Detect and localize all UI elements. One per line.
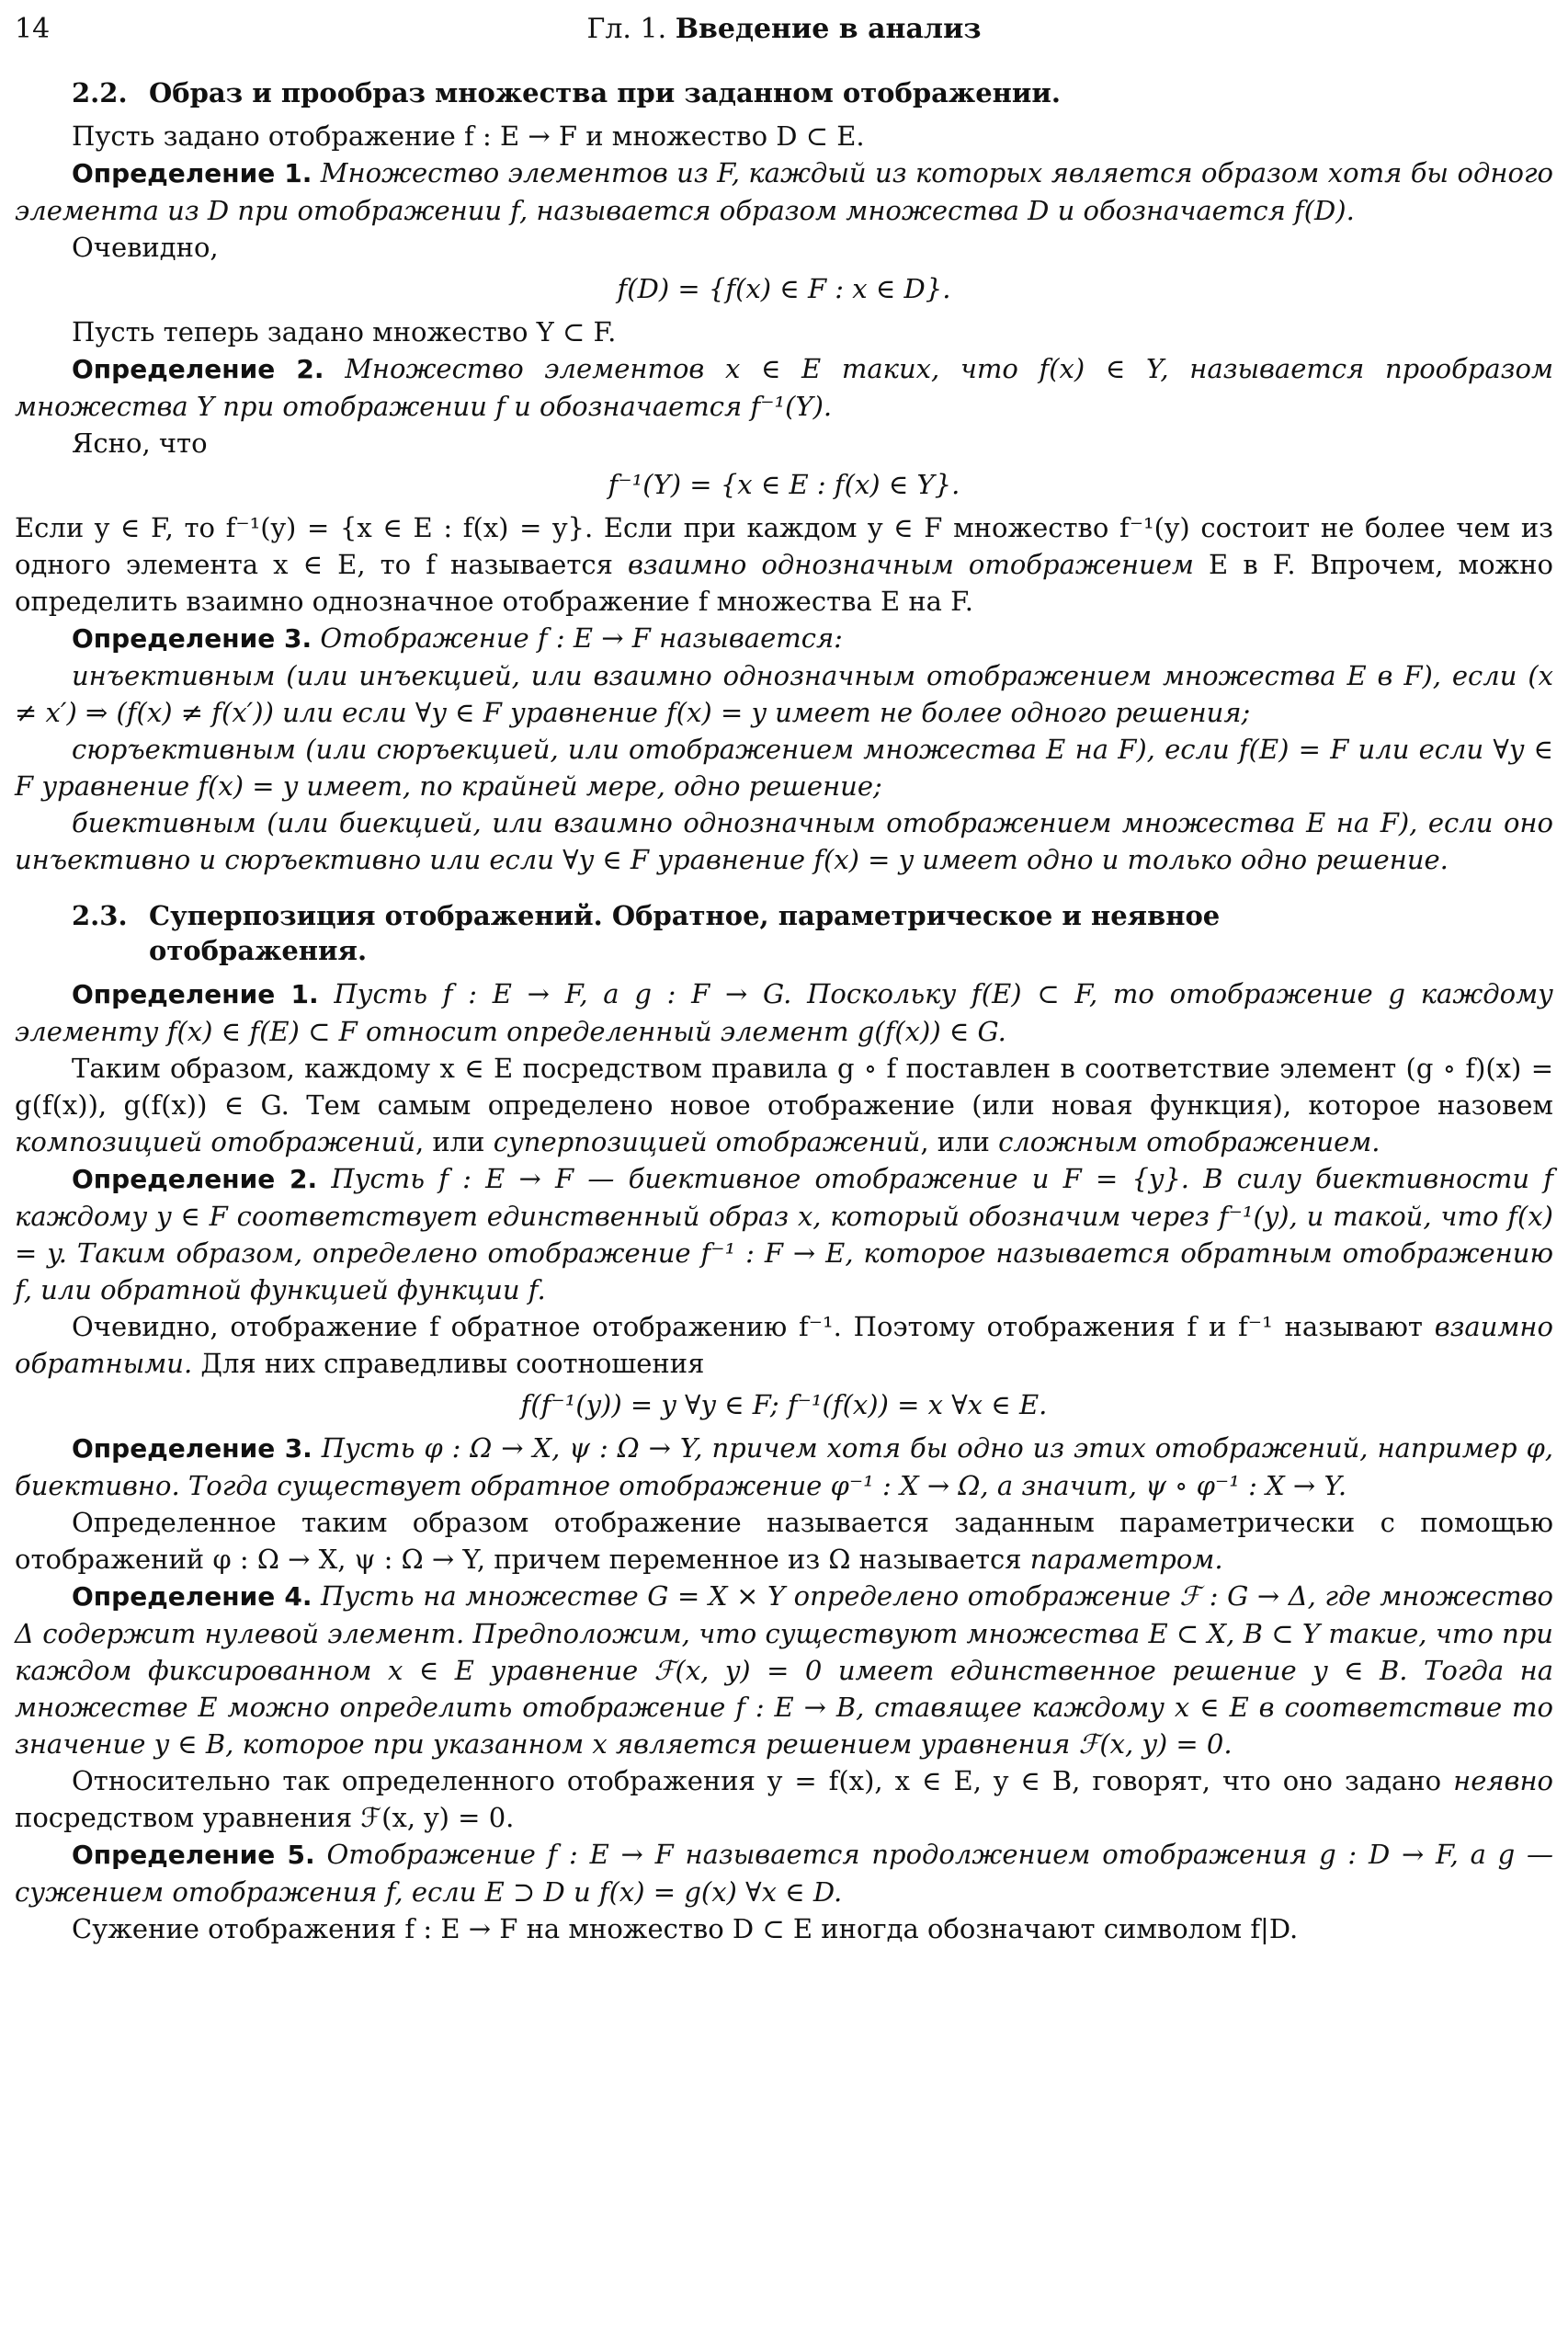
definition-item-bijective: биективным (или биекцией, или взаимно однозначным отображением множества E на F), если оно инъективно и сюръективно или если ∀y ∈ F уравнение f(x) = y имеет одно и только одно решение. xyxy=(15,807,1553,875)
running-header xyxy=(15,13,1553,55)
definition-2 xyxy=(15,350,1553,425)
definition-label: Определение 2. xyxy=(72,354,324,384)
definition-label: Определение 3. xyxy=(72,1433,312,1464)
text-run: Относительно так определенного отображения y = f(x), x ∈ E, y ∈ B, говорят, что оно задано xyxy=(72,1765,1454,1796)
term: параметром. xyxy=(1029,1544,1223,1575)
definition-label: Определение 3. xyxy=(72,623,312,654)
definition-item-injective: инъективным (или инъекцией, или взаимно однозначным отображением множества E в F), если (x ≠ x′) ⇒ (f(x) ≠ f(x′)) или если ∀y ∈ F уравнение f(x) = y имеет не более одного решения; xyxy=(15,660,1553,728)
paragraph: Очевидно, xyxy=(72,232,219,263)
paragraph: Пусть теперь задано множество Y ⊂ F. xyxy=(72,316,617,348)
definition-label: Определение 2. xyxy=(72,1164,318,1194)
definition-text: Множество элементов x ∈ E таких, что f(x) ∈ Y, называется прообразом множества Y при отображении f и обозначается f⁻¹(Y). xyxy=(15,353,1554,422)
text-run: Очевидно, отображение f обратное отображению f⁻¹. Поэтому отображения f и f⁻¹ называют xyxy=(72,1311,1435,1342)
definition-1 xyxy=(15,975,1553,1050)
display-equation: f(f⁻¹(y)) = y ∀y ∈ F; f⁻¹(f(x)) = x ∀x ∈ E. xyxy=(520,1389,1048,1420)
section-title-line2: отображения. xyxy=(149,935,368,966)
chapter-title: Введение в анализ xyxy=(675,13,982,45)
paragraph: Сужение отображения f : E → F на множество D ⊂ E иногда обозначают символом f|D. xyxy=(72,1913,1299,1944)
definition-label: Определение 4. xyxy=(72,1581,312,1612)
paragraph xyxy=(15,1762,1553,1836)
definition-label: Определение 1. xyxy=(72,979,319,1009)
definition-text: Отображение f : E → F называется: xyxy=(320,622,843,654)
section-number: 2.3. xyxy=(72,900,128,931)
definition-text: Пусть на множестве G = X × Y определено отображение ℱ : G → Δ, где множество Δ содержит нулевой элемент. Предположим, что существуют множества E ⊂ X, B ⊂ Y такие, что при каждом фиксированном x ∈ E уравнение ℱ(x, y) = 0 имеет единственное решение y ∈ B. Тогда на множестве E можно определить отображение f : E → B, ставящее каждому x ∈ E в соответствие то значение y ∈ B, которое при указанном x является решением уравнения ℱ(x, y) = 0. xyxy=(15,1580,1554,1760)
paragraph xyxy=(15,1504,1553,1578)
definition-item-surjective: сюръективным (или сюръекцией, или отображением множества E на F), если f(E) = F или если ∀y ∈ F уравнение f(x) = y имеет, по крайней мере, одно решение; xyxy=(15,734,1553,802)
definition-text: Множество элементов из F, каждый из которых является образом хотя бы одного элемента из D при отображении f, называется образом множества D и обозначается f(D). xyxy=(15,157,1554,226)
text-run: Если y ∈ F, то f⁻¹(y) = {x ∈ E : f(x) = y}. Если при каждом y ∈ F множество f⁻¹(y) состоит не более чем из одного элемента x ∈ E, то f называется xyxy=(15,512,1553,580)
definition-4 xyxy=(15,1578,1553,1762)
term: суперпозицией отображений xyxy=(493,1126,921,1157)
section-title-2-3 xyxy=(72,898,1553,968)
chapter-header xyxy=(79,13,1553,45)
section-title-text: Суперпозиция отображений. Обратное, параметрическое и неявное xyxy=(149,900,1221,931)
term: неявно xyxy=(1453,1765,1553,1796)
text-run: , или xyxy=(920,1126,999,1157)
term: сложным отображением. xyxy=(998,1126,1381,1157)
definition-label: Определение 5. xyxy=(72,1840,315,1870)
definition-label: Определение 1. xyxy=(72,158,312,188)
section-title-text: Образ и прообраз множества при заданном отображении. xyxy=(149,77,1061,108)
definition-text: Пусть φ : Ω → X, ψ : Ω → Y, причем хотя бы одно из этих отображений, например φ, биективно. Тогда существует обратное отображение φ⁻¹ : X → Ω, а значит, ψ ∘ φ⁻¹ : X → Y. xyxy=(15,1432,1553,1501)
definition-5 xyxy=(15,1836,1553,1910)
text-run: , или xyxy=(415,1126,494,1157)
definition-text: Пусть f : E → F, а g : F → G. Поскольку f(E) ⊂ F, то отображение g каждому элементу f(x) ∈ f(E) ⊂ F относит определенный элемент g(f(x)) ∈ G. xyxy=(15,978,1554,1047)
definition-3 xyxy=(15,1430,1553,1504)
definition-1 xyxy=(15,154,1553,229)
definition-text: Пусть f : E → F — биективное отображение и F = {y}. В силу биективности f каждому y ∈ F соответствует единственный образ x, который обозначим через f⁻¹(y), и такой, что f(x) = y. Таким образом, определено отображение f⁻¹ : F → E, которое называется обратным отображению f, или обратной функцией функции f. xyxy=(15,1163,1554,1305)
section-title-2-2 xyxy=(72,75,1553,110)
text-run: E в F. Впрочем, можно определить взаимно однозначное отображение f множества E на F. xyxy=(15,549,1553,617)
paragraph: Ясно, что xyxy=(72,427,208,459)
definition-text: Отображение f : E → F называется продолжением отображения g : D → F, а g — сужением отображения f, если E ⊃ D и f(x) = g(x) ∀x ∈ D. xyxy=(15,1839,1553,1908)
term: взаимно однозначным отображением xyxy=(628,549,1194,580)
paragraph: Пусть задано отображение f : E → F и множество D ⊂ E. xyxy=(72,120,865,152)
chapter-label: Гл. 1. xyxy=(586,13,667,45)
term: взаимно обратными. xyxy=(15,1311,1553,1379)
display-equation: f⁻¹(Y) = {x ∈ E : f(x) ∈ Y}. xyxy=(608,469,960,500)
display-equation: f(D) = {f(x) ∈ F : x ∈ D}. xyxy=(617,273,951,304)
definition-3 xyxy=(15,620,1553,657)
text-run: посредством уравнения ℱ(x, y) = 0. xyxy=(15,1802,515,1833)
section-number: 2.2. xyxy=(72,77,128,108)
paragraph xyxy=(15,1308,1553,1382)
definition-2 xyxy=(15,1160,1553,1308)
paragraph xyxy=(15,509,1553,620)
text-run: Определенное таким образом отображение называется заданным параметрически с помощью отображений φ : Ω → X, ψ : Ω → Y, причем переменное из Ω называется xyxy=(15,1507,1553,1575)
text-run: Таким образом, каждому x ∈ E посредством правила g ∘ f поставлен в соответствие элемент (g ∘ f)(x) = g(f(x)), g(f(x)) ∈ G. Тем самым определено новое отображение (или новая функция), которое назовем xyxy=(15,1053,1554,1121)
term: композицией отображений xyxy=(15,1126,415,1157)
text-run: Для них справедливы соотношения xyxy=(192,1348,705,1379)
paragraph xyxy=(15,1050,1553,1160)
page-number: 14 xyxy=(15,13,51,45)
